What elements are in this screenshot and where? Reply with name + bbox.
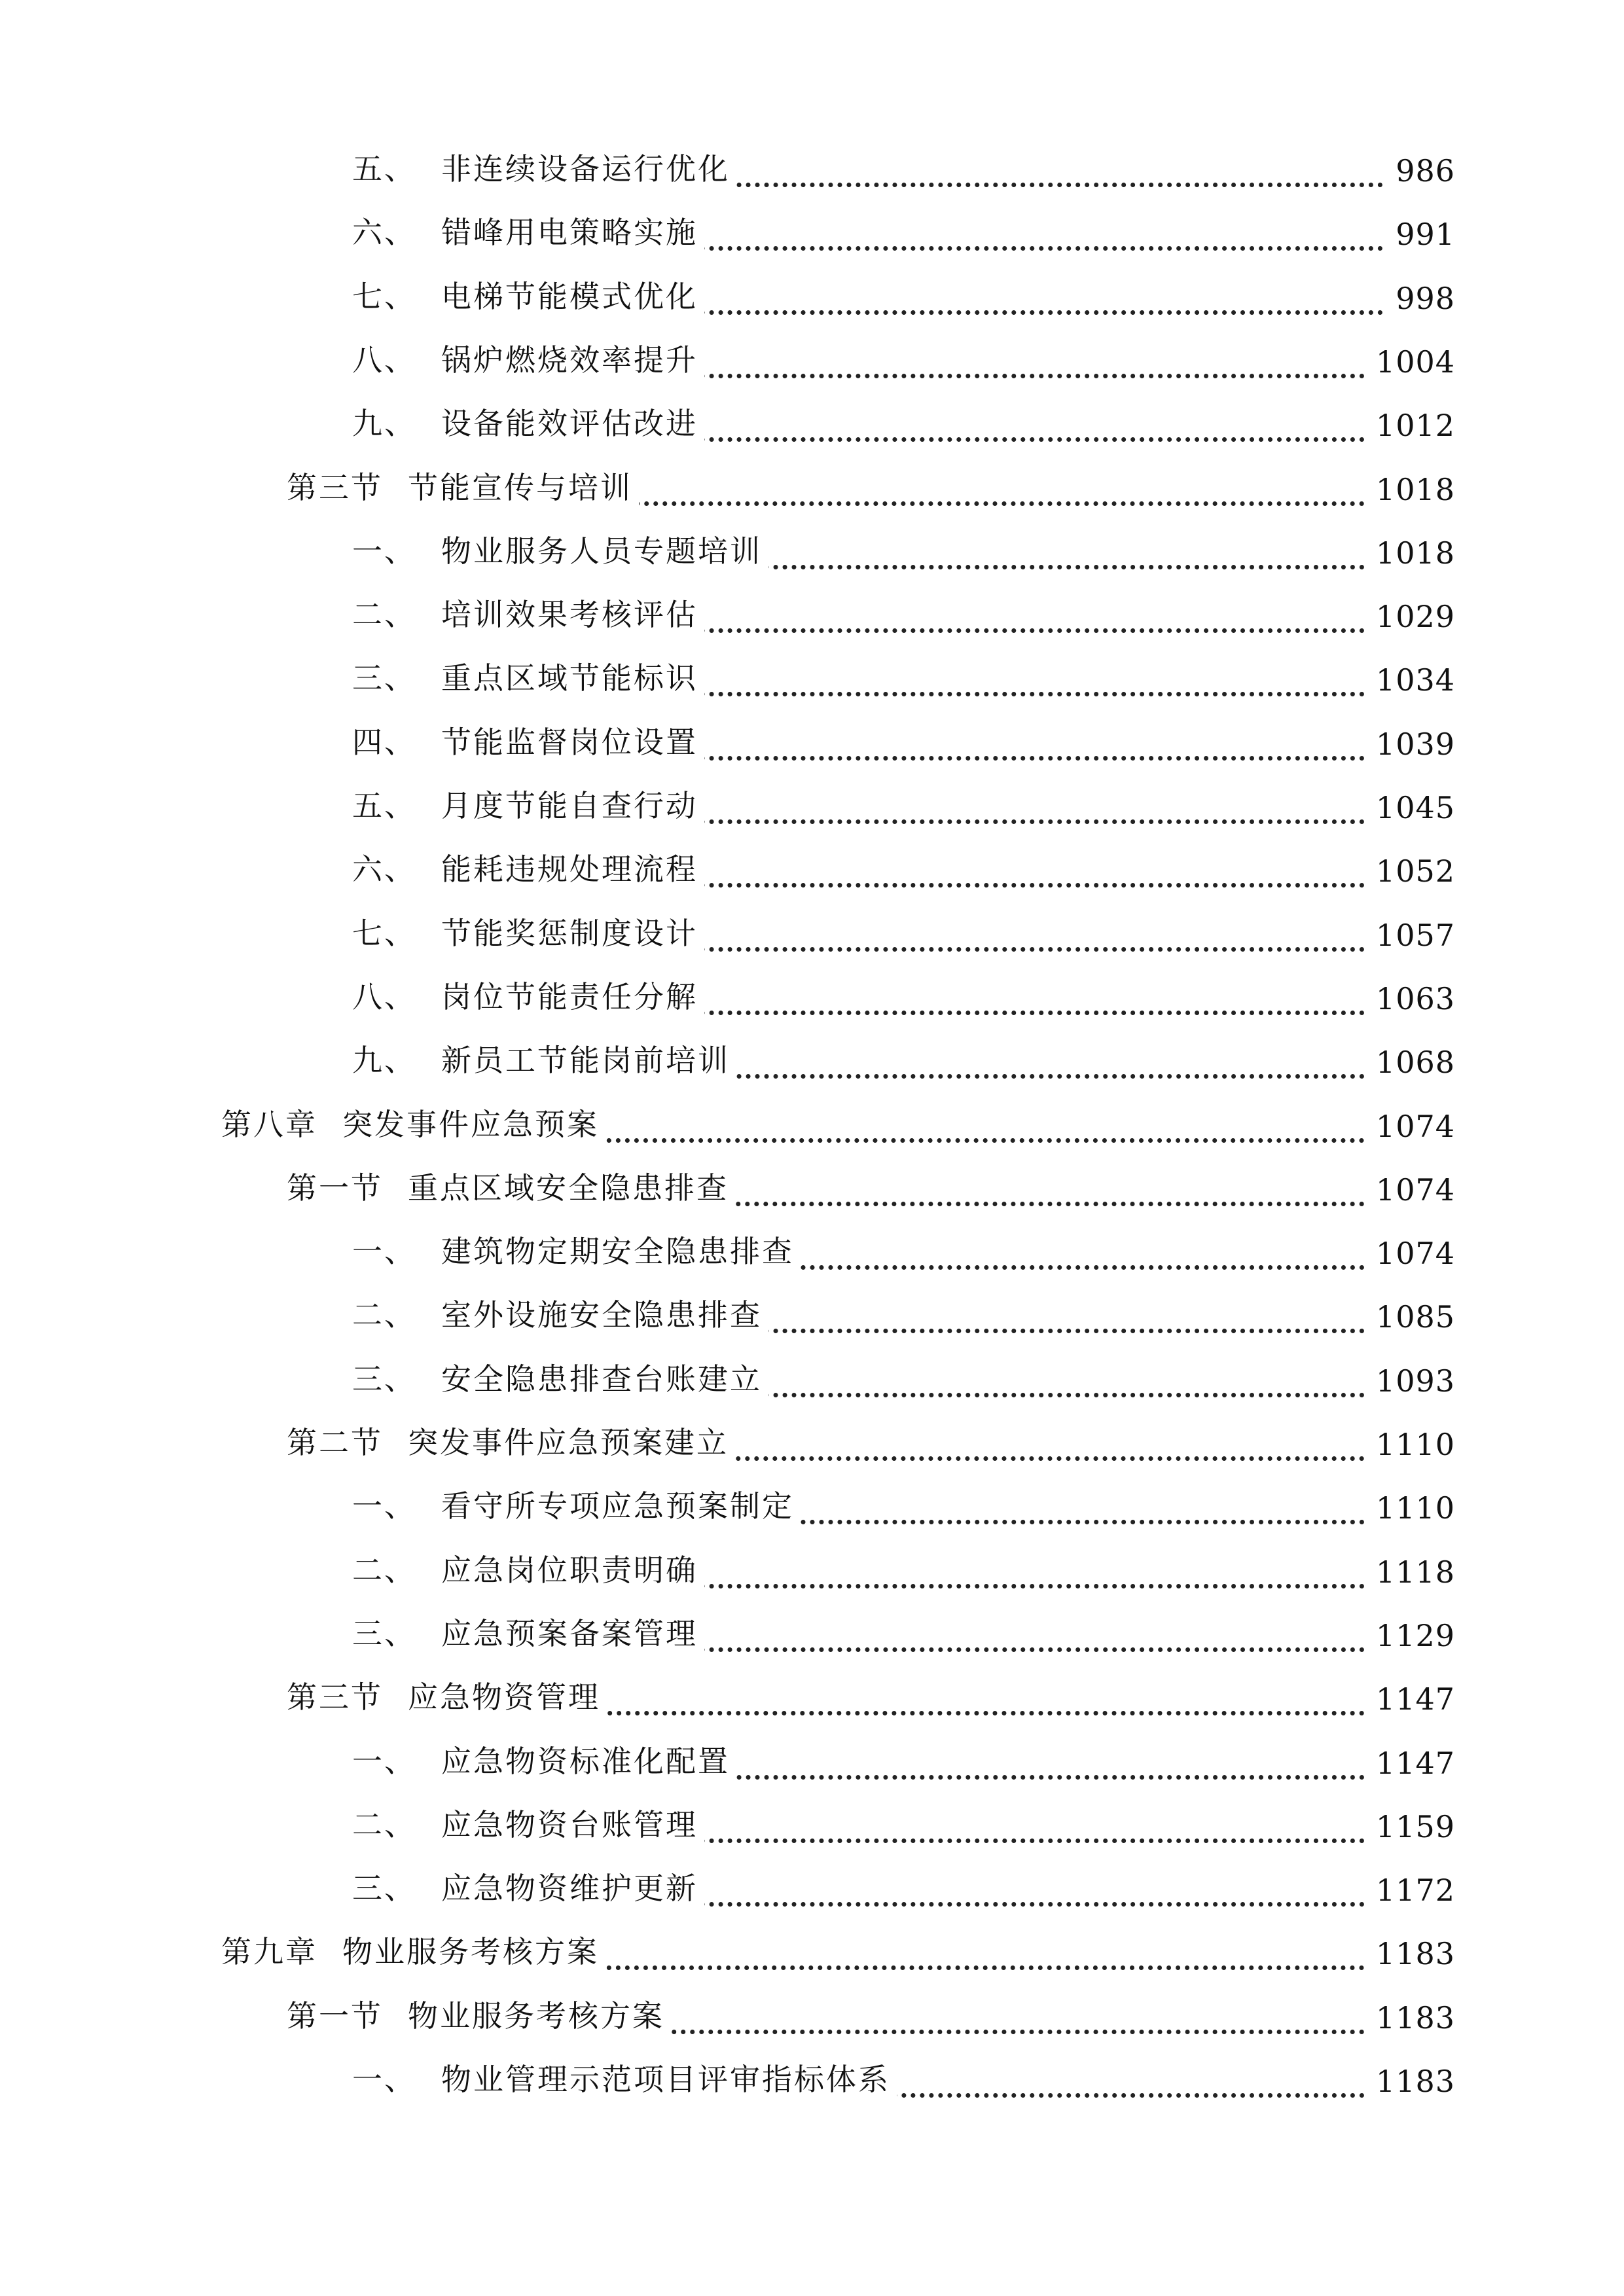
toc-entry-title: 新员工节能岗前培训 [441,1043,730,1078]
toc-entry-label [352,1610,704,1653]
toc-entry-page-number: 1074 [1367,1172,1455,1208]
toc-entry-section[interactable] [0,1998,1624,2042]
toc-entry-marker: 七、 [352,279,416,314]
toc-entry-page-number: 1129 [1367,1618,1455,1653]
toc-entry-label [352,1037,736,1080]
toc-entry-title: 物业服务考核方案 [408,1998,664,2034]
toc-entry-page-number: 1018 [1367,535,1455,571]
toc-entry-page-number: 1183 [1367,1936,1455,1971]
toc-entry-page-number: 1147 [1367,1746,1455,1781]
toc-entry-item[interactable] [0,1552,1624,1596]
toc-entry-title: 应急物资标准化配置 [441,1744,730,1779]
toc-entry-page-number: 1068 [1367,1045,1455,1080]
toc-entry-page-number: 1039 [1367,726,1455,762]
toc-entry-page-number: 1052 [1367,853,1455,889]
toc-entry-label [352,1482,801,1526]
toc-entry-label [352,655,704,698]
toc-entry-title: 物业服务人员专题培训 [441,533,762,569]
toc-entry-page-number: 1093 [1367,1363,1455,1399]
toc-entry-label [352,336,704,380]
toc-entry-page-number: 998 [1386,281,1455,316]
toc-entry-title: 培训效果考核评估 [441,597,698,632]
toc-entry-label [352,528,768,571]
toc-entry-marker: 三、 [352,1361,416,1397]
toc-entry-title: 非连续设备运行优化 [441,151,730,187]
toc-entry-page-number: 1074 [1367,1109,1455,1144]
toc-entry-page-number: 1183 [1367,2000,1455,2036]
toc-entry-marker: 五、 [352,151,416,187]
toc-entry-item[interactable] [0,788,1624,832]
toc-entry-label [352,1547,704,1590]
toc-entry-page-number: 1110 [1367,1490,1455,1526]
toc-entry-item[interactable] [0,979,1624,1023]
toc-entry-item[interactable] [0,279,1624,323]
toc-entry-label [352,1801,704,1844]
toc-entry-chapter[interactable] [0,1934,1624,1978]
toc-entry-title: 节能宣传与培训 [408,470,632,505]
toc-entry-marker: 九、 [352,1043,416,1078]
toc-entry-title: 应急岗位职责明确 [441,1552,698,1588]
toc-entry-chapter[interactable] [0,1107,1624,1151]
toc-entry-title: 物业服务考核方案 [342,1934,599,1969]
toc-entry-title: 安全隐患排查台账建立 [441,1361,762,1397]
toc-entry-title: 错峰用电策略实施 [441,215,698,250]
toc-entry-page-number: 1004 [1367,344,1455,380]
toc-entry-marker: 三、 [352,1616,416,1651]
toc-entry-marker: 九、 [352,406,416,441]
toc-entry-page-number: 1034 [1367,662,1455,698]
toc-entry-item[interactable] [0,533,1624,577]
toc-entry-label [352,145,736,188]
toc-entry-title: 突发事件应急预案建立 [408,1425,729,1460]
toc-entry-page-number: 1018 [1367,472,1455,507]
toc-entry-label [221,1101,605,1144]
toc-entry-title: 岗位节能责任分解 [441,979,698,1014]
toc-entry-marker: 六、 [352,852,416,887]
toc-entry-page-number: 1172 [1367,1873,1455,1908]
toc-entry-title: 应急物资维护更新 [441,1871,698,1906]
toc-entry-marker: 第一节 [287,1170,383,1206]
toc-entry-marker: 二、 [352,1807,416,1842]
toc-entry-label [352,400,704,443]
toc-entry-item[interactable] [0,1043,1624,1086]
toc-entry-page-number: 1029 [1367,599,1455,634]
toc-entry-item[interactable] [0,1297,1624,1341]
toc-entry-item[interactable] [0,215,1624,259]
toc-entry-title: 重点区域安全隐患排查 [408,1170,729,1206]
toc-entry-label [287,1992,671,2036]
toc-entry-title: 能耗违规处理流程 [441,852,698,887]
toc-entry-item[interactable] [0,1616,1624,1660]
toc-entry-label [352,1228,801,1271]
toc-entry-label [287,464,639,507]
toc-entry-page-number: 1085 [1367,1299,1455,1335]
toc-entry-page-number: 1063 [1367,981,1455,1016]
toc-entry-label [287,1674,607,1717]
toc-entry-title: 重点区域节能标识 [441,660,698,696]
toc-entry-label [352,209,704,252]
toc-entry-title: 室外设施安全隐患排查 [441,1297,762,1333]
toc-entry-item[interactable] [0,1744,1624,1787]
toc-entry-label [352,1865,704,1908]
toc-entry-item[interactable] [0,725,1624,768]
toc-entry-page-number: 991 [1386,217,1455,252]
toc-entry-page-number: 1159 [1367,1809,1455,1844]
toc-entry-item[interactable] [0,2062,1624,2106]
toc-entry-marker: 第二节 [287,1425,383,1460]
toc-entry-section[interactable] [0,470,1624,514]
toc-entry-label [287,1164,735,1208]
toc-entry-label [352,719,704,762]
toc-entry-item[interactable] [0,1361,1624,1405]
toc-entry-item[interactable] [0,406,1624,450]
toc-entry-item[interactable] [0,342,1624,386]
toc-entry-label [352,273,704,316]
toc-entry-label [352,2056,897,2099]
toc-entry-marker: 一、 [352,1744,416,1779]
toc-entry-title: 看守所专项应急预案制定 [441,1488,794,1524]
toc-entry-item[interactable] [0,1488,1624,1532]
toc-entry-label [352,1738,736,1781]
toc-entry-title: 建筑物定期安全隐患排查 [441,1234,794,1269]
toc-entry-marker: 三、 [352,1871,416,1906]
toc-entry-label [352,782,704,825]
toc-entry-title: 突发事件应急预案 [342,1107,599,1142]
toc-entry-label [352,591,704,634]
toc-entry-page-number: 1183 [1367,2064,1455,2099]
toc-entry-marker: 二、 [352,1297,416,1333]
toc-entry-item[interactable] [0,660,1624,704]
toc-entry-page-number: 1118 [1367,1554,1455,1590]
toc-entry-title: 应急预案备案管理 [441,1616,698,1651]
toc-entry-page-number: 986 [1386,153,1455,188]
toc-entry-item[interactable] [0,597,1624,641]
toc-entry-item[interactable] [0,151,1624,195]
toc-entry-title: 电梯节能模式优化 [441,279,698,314]
toc-entry-marker: 五、 [352,788,416,823]
toc-entry-item[interactable] [0,1234,1624,1278]
toc-entry-title: 月度节能自查行动 [441,788,698,823]
toc-entry-page-number: 1147 [1367,1681,1455,1717]
toc-entry-label [352,846,704,889]
toc-entry-label [352,1291,768,1335]
toc-entry-marker: 第一节 [287,1998,383,2034]
toc-entry-label [221,1928,605,1971]
toc-entry-title: 应急物资管理 [408,1679,600,1715]
toc-entry-title: 节能奖惩制度设计 [441,916,698,951]
toc-entry-marker: 八、 [352,342,416,378]
toc-entry-label [352,973,704,1016]
toc-entry-section[interactable] [0,1679,1624,1723]
toc-entry-page-number: 1012 [1367,408,1455,443]
toc-entry-page-number: 1110 [1367,1427,1455,1462]
toc-entry-title: 物业管理示范项目评审指标体系 [441,2062,890,2097]
toc-entry-section[interactable] [0,1170,1624,1214]
toc-entry-title: 节能监督岗位设置 [441,725,698,760]
toc-entry-item[interactable] [0,916,1624,960]
toc-entry-marker: 三、 [352,660,416,696]
toc-entry-page-number: 1045 [1367,790,1455,825]
toc-entry-marker: 二、 [352,1552,416,1588]
toc-entry-item[interactable] [0,1871,1624,1914]
toc-entry-title: 锅炉燃烧效率提升 [441,342,698,378]
toc-entry-label [287,1419,735,1462]
toc-entry-marker: 七、 [352,916,416,951]
toc-entry-item[interactable] [0,852,1624,895]
toc-entry-marker: 四、 [352,725,416,760]
toc-entry-marker: 第九章 [221,1934,317,1969]
toc-entry-marker: 第三节 [287,1679,383,1715]
toc-entry-marker: 一、 [352,2062,416,2097]
toc-entry-marker: 第八章 [221,1107,317,1142]
toc-entry-marker: 一、 [352,533,416,569]
toc-entry-title: 应急物资台账管理 [441,1807,698,1842]
toc-entry-marker: 一、 [352,1234,416,1269]
toc-entry-label [352,910,704,953]
toc-entry-marker: 八、 [352,979,416,1014]
toc-entry-item[interactable] [0,1807,1624,1851]
toc-entry-section[interactable] [0,1425,1624,1469]
toc-entry-marker: 二、 [352,597,416,632]
toc-entry-page-number: 1074 [1367,1236,1455,1271]
toc-entry-marker: 六、 [352,215,416,250]
toc-entry-page-number: 1057 [1367,918,1455,953]
toc-entry-marker: 第三节 [287,470,383,505]
toc-entry-marker: 一、 [352,1488,416,1524]
toc-entry-label [352,1355,768,1399]
toc-entry-title: 设备能效评估改进 [441,406,698,441]
